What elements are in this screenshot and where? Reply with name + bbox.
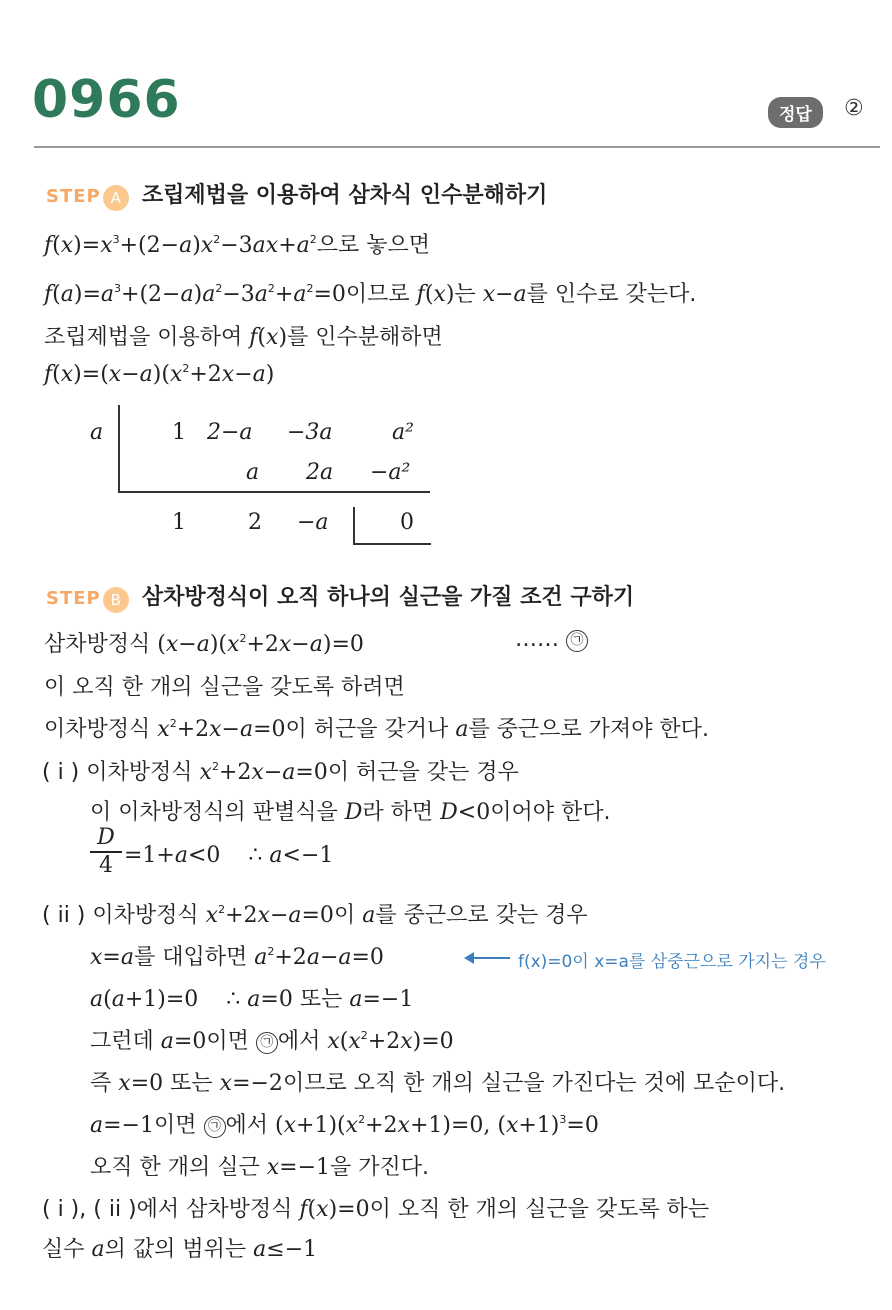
text: 을 가진다. — [330, 1155, 430, 1180]
step-a-line-3: 조립제법을 이용하여 f(x)를 인수분해하면 — [44, 325, 443, 350]
text: 이므로 — [345, 282, 410, 307]
case-label: ( ii ) — [42, 903, 86, 928]
step-b-label: STEP — [46, 588, 101, 609]
syn-remainder-hline — [353, 543, 431, 545]
case-1-discriminant: 이 이차방정식의 판별식을 D라 하면 D<0이어야 한다. — [90, 800, 611, 825]
text: 그런데 — [90, 1029, 154, 1054]
text: 이차방정식 — [44, 717, 151, 742]
text: 조립제법을 이용하여 — [44, 325, 243, 350]
text: 이 — [333, 903, 356, 928]
text: 이면 — [206, 1029, 249, 1054]
case-2-contradiction: 즉 x=0 또는 x=−2이므로 오직 한 개의 실근을 가진다는 것에 모순이다. — [90, 1071, 786, 1096]
case-2-factor: a(a+1)=0 ∴ a=0 또는 a=−1 — [90, 987, 414, 1012]
syn-remainder-vline — [353, 507, 355, 545]
case-1-title: ( i ) 이차방정식 $x^2+2x-a=0$이 허근을 갖는 경우 — [42, 760, 519, 785]
step-a-header — [46, 178, 547, 211]
text: 오직 한 개의 실근 — [90, 1155, 260, 1180]
conclusion-line-2: 실수 a의 값의 범위는 a≤−1 — [42, 1237, 318, 1262]
text: 이 허근을 갖는 경우 — [327, 760, 519, 785]
problem-number: 0966 — [32, 70, 181, 130]
text: 또는 — [299, 987, 343, 1012]
header-divider — [34, 146, 880, 148]
syn-r3-c3: −a — [297, 510, 329, 535]
text: 이어야 한다. — [490, 800, 611, 825]
step-b-line-1: 삼차방정식 $(x-a)(x^2+2x-a)=0$ — [44, 632, 364, 657]
text: 는 — [454, 282, 476, 307]
step-a-line-1: $f(x)=x^3+(2-a)x^2-3ax+a^2$으로 놓으면 — [44, 233, 431, 258]
answer-badge: 정답 — [768, 97, 823, 128]
syn-r3-c4: 0 — [400, 510, 414, 535]
text: 이차방정식 — [86, 760, 193, 785]
side-note: f(x)=0이 x=a를 삼중근으로 가지는 경우 — [518, 952, 826, 972]
syn-r2-c4: −a² — [370, 460, 411, 485]
text: 이 이차방정식의 판별식을 — [90, 800, 338, 825]
case-2-final: 오직 한 개의 실근 x=−1을 가진다. — [90, 1155, 430, 1180]
step-b-line-2: 이 오직 한 개의 실근을 갖도록 하려면 — [44, 675, 405, 700]
text: 또는 — [170, 1071, 213, 1096]
text: 으로 놓으면 — [316, 233, 431, 258]
text: 라 하면 — [362, 800, 434, 825]
text: 이므로 오직 한 개의 실근을 가진다는 것에 모순이다. — [282, 1071, 786, 1096]
text: 의 값의 범위는 — [104, 1237, 247, 1262]
text: 를 대입하면 — [133, 945, 248, 970]
fraction-d-over-4: $\frac{D}{4}$ — [90, 825, 122, 879]
syn-r3-c1: 1 — [172, 510, 186, 535]
step-a-line-4: $f(x)=(x-a)(x^2+2x-a)$ — [44, 362, 275, 387]
text: 를 인수로 갖는다. — [526, 282, 697, 307]
step-a-title: 조립제법을 이용하여 삼차식 인수분해하기 — [141, 183, 548, 208]
syn-r1-c4: a² — [392, 420, 414, 445]
text: 를 중근으로 갖는 경우 — [375, 903, 588, 928]
syn-r3-c2: 2 — [248, 510, 262, 535]
text: 즉 — [90, 1071, 112, 1096]
arrow-left-icon — [466, 957, 510, 959]
step-b-line-3: 이차방정식 $x^2+2x-a=0$이 허근을 갖거나 a를 중근으로 가져야 한다. — [44, 717, 709, 742]
dots: …… — [515, 627, 559, 652]
text: 삼차방정식 — [44, 632, 151, 657]
conclusion-line-1: ( i ), ( ii )에서 삼차방정식 f(x)=0이 오직 한 개의 실근을 갖도록 하는 — [42, 1197, 710, 1222]
syn-r1-c2: 2−a — [207, 420, 253, 445]
circled-giyeok-icon: ㉠ — [566, 630, 588, 652]
text: 이 허근을 갖거나 — [285, 717, 449, 742]
syn-r1-c1: 1 — [172, 420, 186, 445]
step-b-title: 삼차방정식이 오직 하나의 실근을 가질 조건 구하기 — [141, 585, 635, 610]
circled-giyeok-icon: ㉠ — [256, 1032, 278, 1054]
text: 를 인수분해하면 — [287, 325, 443, 350]
step-a-line-2: $f(a)=a^3+(2-a)a^2-3a^2+a^2=0$이므로 f(x)는 x−a를 인수로 갖는다. — [44, 282, 697, 307]
step-a-icon: A — [103, 185, 129, 211]
step-b-header — [46, 580, 634, 613]
circled-giyeok-icon: ㉠ — [204, 1116, 226, 1138]
case-1-result: =1+a<0 ∴ a<−1 — [124, 843, 334, 868]
syn-divisor: a — [90, 420, 104, 445]
step-b-icon: B — [103, 587, 129, 613]
case-2-minus-one: a=−1이면 ㉠ 에서 $(x+1)(x^2+2x+1)=0$, $(x+1)^3=0$ — [90, 1113, 599, 1138]
text: 이 오직 한 개의 실근을 갖도록 하는 — [369, 1197, 710, 1222]
text: ( i ), ( ii )에서 삼차방정식 — [42, 1197, 293, 1222]
text: 이면 — [154, 1113, 197, 1138]
equation-marker — [515, 627, 588, 652]
step-a-label: STEP — [46, 186, 101, 207]
text: 를 중근으로 가져야 한다. — [468, 717, 709, 742]
text: 에서 — [277, 1029, 321, 1054]
text: 에서 — [225, 1113, 269, 1138]
syn-horizontal-line — [118, 491, 430, 493]
text: 이차방정식 — [92, 903, 199, 928]
answer-value: ② — [844, 96, 864, 121]
syn-vertical-line — [118, 405, 120, 493]
syn-r2-c2: a — [246, 460, 260, 485]
text: 실수 — [42, 1237, 85, 1262]
case-2-then: 그런데 a=0이면 ㉠ 에서 $x(x^2+2x)=0$ — [90, 1029, 454, 1054]
syn-r2-c3: 2a — [306, 460, 334, 485]
syn-r1-c3: −3a — [287, 420, 333, 445]
case-label: ( i ) — [42, 760, 80, 785]
case-2-substitute: x=a를 대입하면 $a^2+2a-a=0$ — [90, 945, 384, 970]
case-2-title: ( ii ) 이차방정식 $x^2+2x-a=0$이 a를 중근으로 갖는 경우 — [42, 903, 588, 928]
